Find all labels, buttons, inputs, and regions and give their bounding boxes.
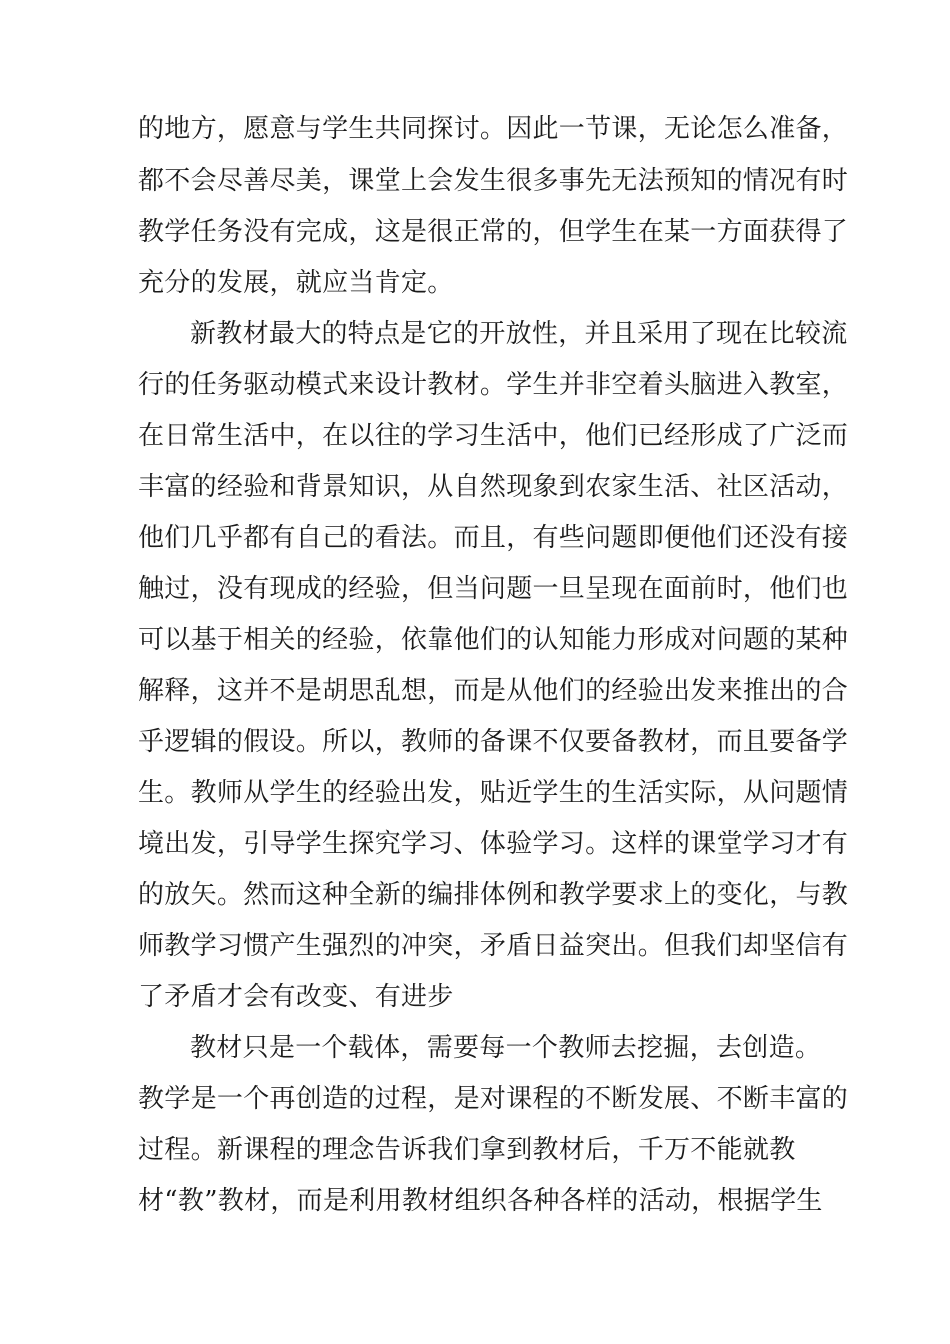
text-line: 的放矢。然而这种全新的编排体例和教学要求上的变化，与教 xyxy=(138,880,849,910)
text-line: 丰富的经验和背景知识，从自然现象到农家生活、社区活动， xyxy=(138,472,849,502)
text-line: 材“教”教材，而是利用教材组织各种各样的活动，根据学生 xyxy=(138,1186,823,1216)
text-line: 新教材最大的特点是它的开放性，并且采用了现在比较流 xyxy=(190,319,848,349)
text-line: 解释，这并不是胡思乱想，而是从他们的经验出发来推出的合 xyxy=(138,676,849,706)
text-line: 乎逻辑的假设。所以，教师的备课不仅要备教材，而且要备学 xyxy=(138,727,849,757)
text-line: 过程。新课程的理念告诉我们拿到教材后，千万不能就教 xyxy=(138,1135,796,1165)
text-line: 充分的发展，就应当肯定。 xyxy=(138,268,454,298)
text-line: 他们几乎都有自己的看法。而且，有些问题即便他们还没有接 xyxy=(138,523,849,553)
text-line: 教学是一个再创造的过程，是对课程的不断发展、不断丰富的 xyxy=(138,1084,849,1114)
text-line: 触过，没有现成的经验，但当问题一旦呈现在面前时，他们也 xyxy=(138,574,849,604)
text-line: 教材只是一个载体，需要每一个教师去挖掘，去创造。 xyxy=(190,1033,822,1063)
text-line: 境出发，引导学生探究学习、体验学习。这样的课堂学习才有 xyxy=(138,829,849,859)
text-line: 生。教师从学生的经验出发，贴近学生的生活实际，从问题情 xyxy=(138,778,849,808)
text-line: 师教学习惯产生强烈的冲突，矛盾日益突出。但我们却坚信有 xyxy=(138,931,849,961)
text-line: 了矛盾才会有改变、有进步 xyxy=(138,982,454,1012)
text-line: 都不会尽善尽美，课堂上会发生很多事先无法预知的情况有时 xyxy=(138,166,849,196)
text-line: 教学任务没有完成，这是很正常的，但学生在某一方面获得了 xyxy=(138,217,849,247)
text-line: 在日常生活中，在以往的学习生活中，他们已经形成了广泛而 xyxy=(138,421,849,451)
text-line: 可以基于相关的经验，依靠他们的认知能力形成对问题的某种 xyxy=(138,625,849,655)
text-line: 行的任务驱动模式来设计教材。学生并非空着头脑进入教室， xyxy=(138,370,849,400)
text-line: 的地方，愿意与学生共同探讨。因此一节课，无论怎么准备， xyxy=(138,114,849,144)
